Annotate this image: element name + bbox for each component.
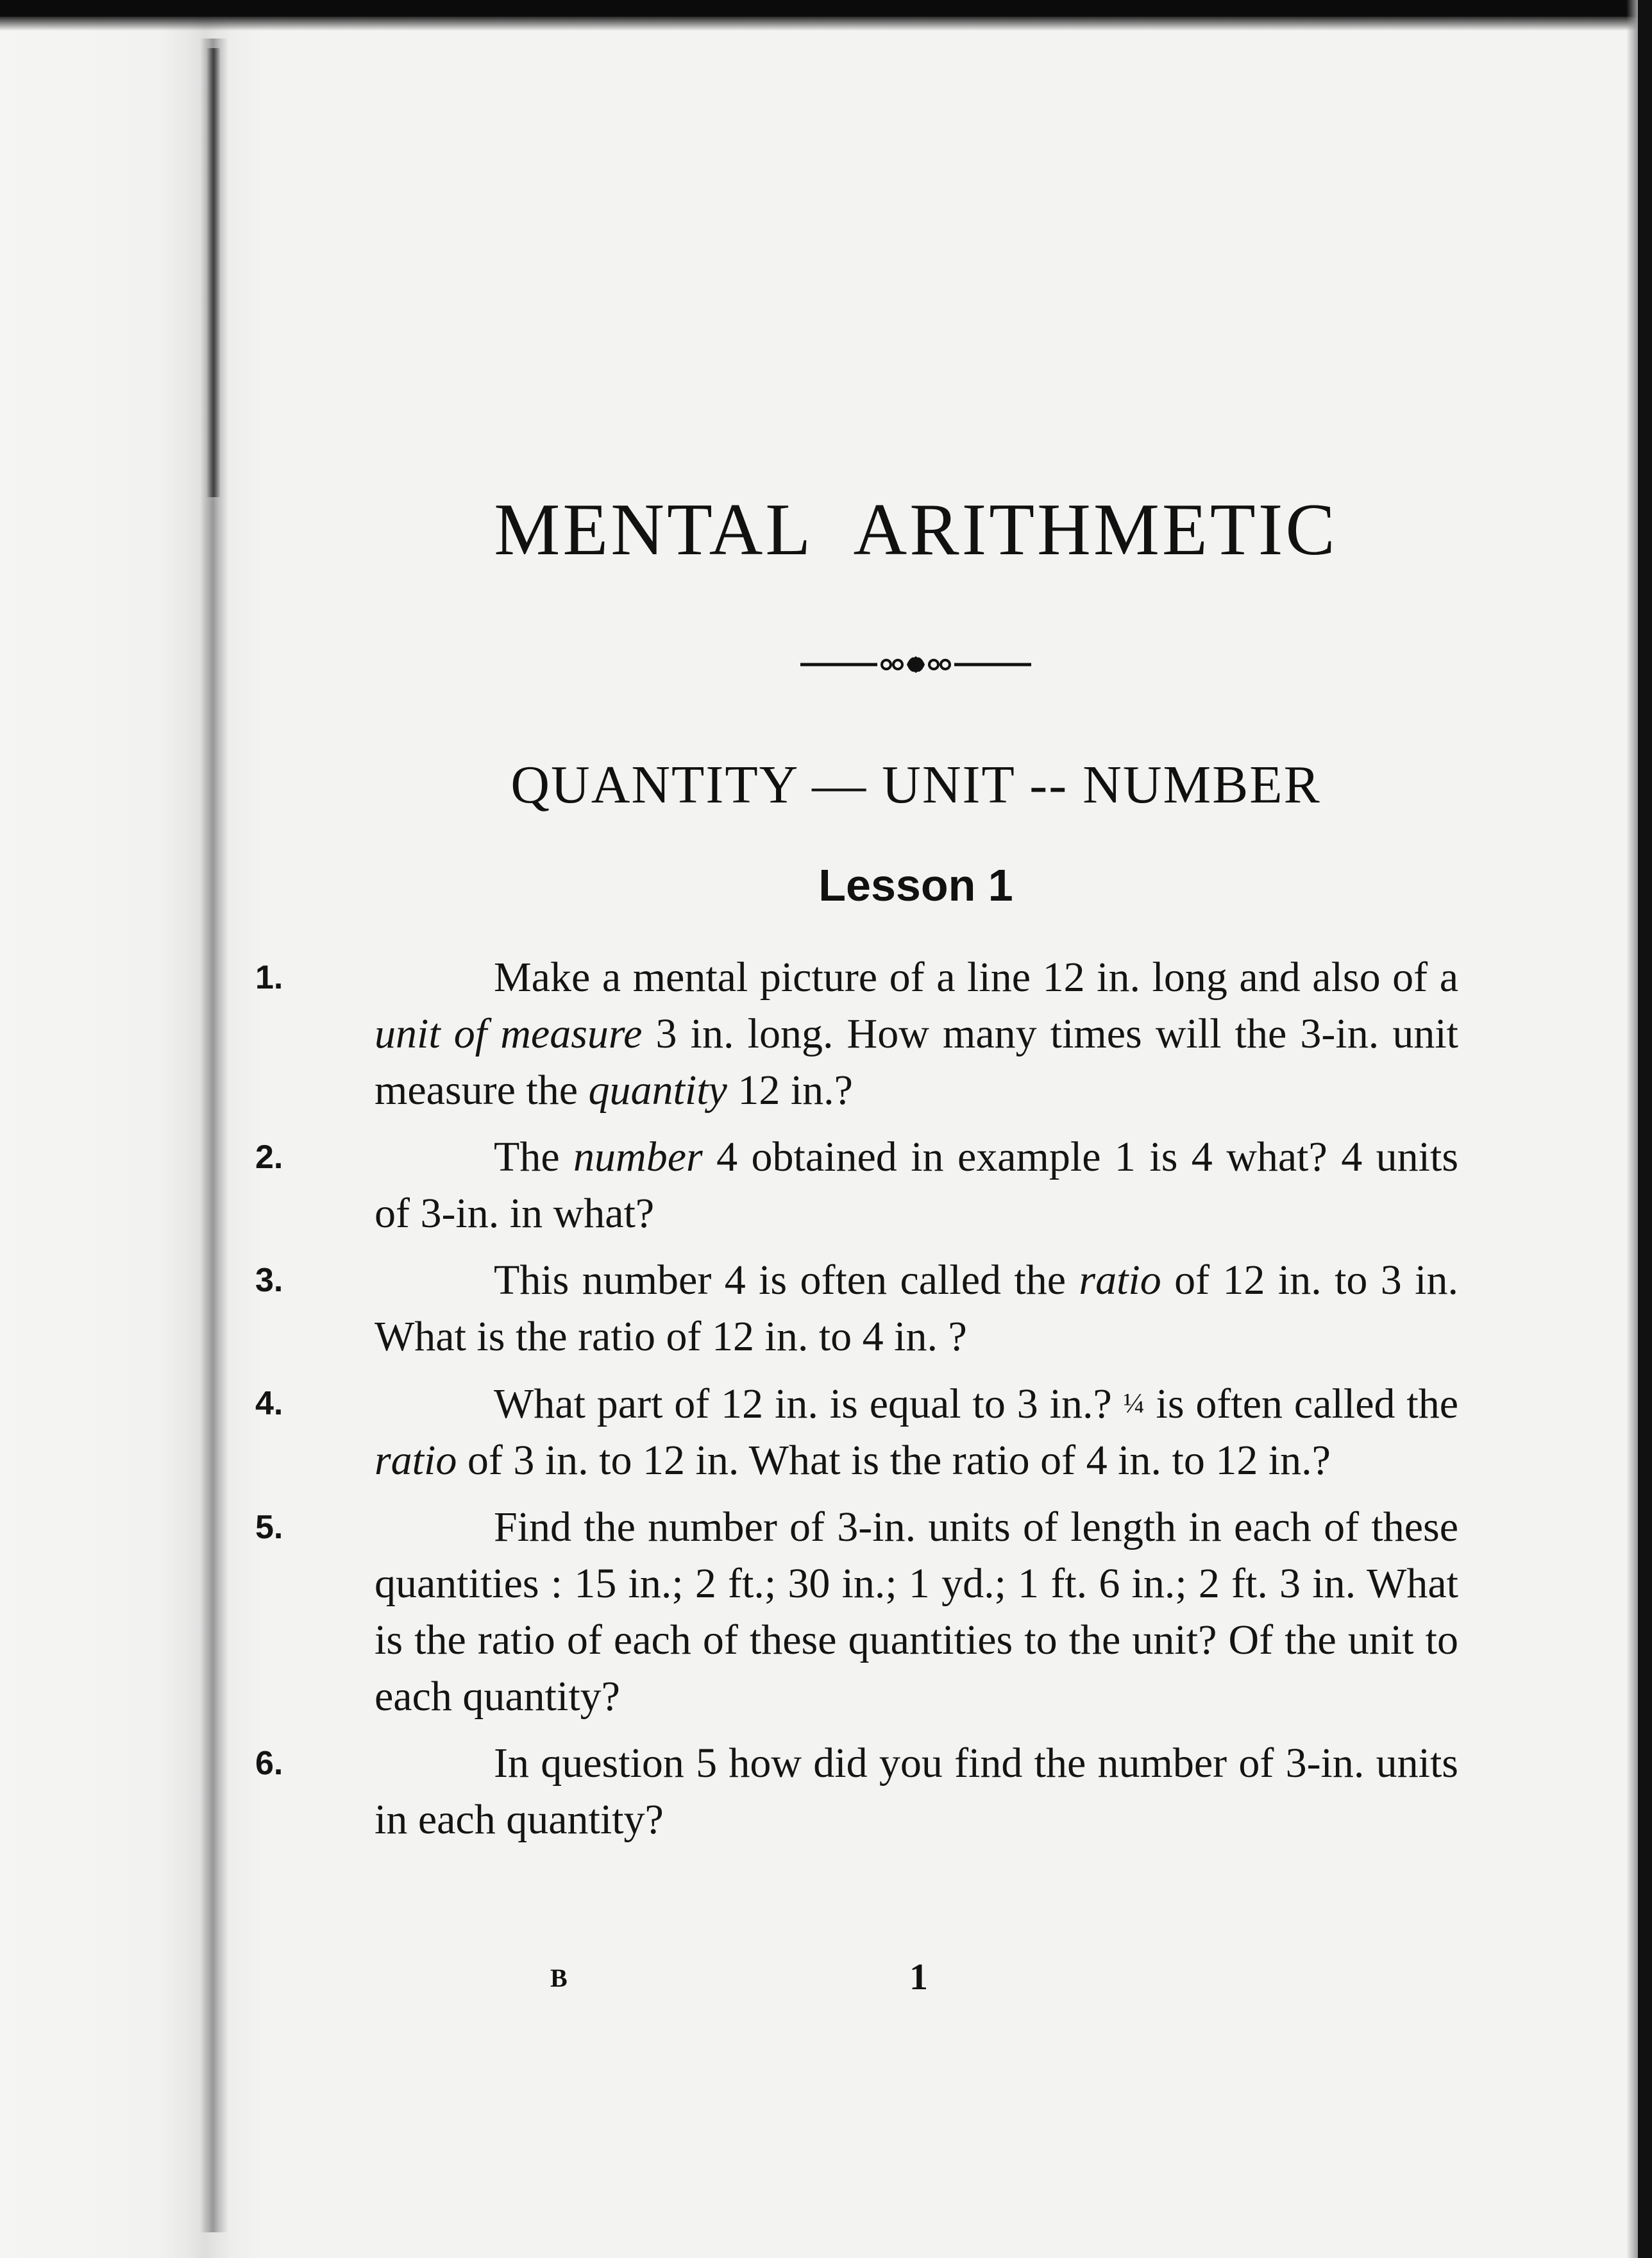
binding-shadow-dark bbox=[206, 48, 221, 497]
ornament-divider bbox=[800, 651, 1031, 678]
page-title: MENTAL ARITHMETIC bbox=[494, 489, 1338, 571]
question-number: 1. bbox=[255, 959, 283, 996]
question-1: 1. Make a mental picture of a line 12 in. long and also of a unit of measure 3 in. long. How many times will the 3-in. unit measure the quantity 12 in.? bbox=[375, 949, 1458, 1119]
scan-right-shadow bbox=[1626, 0, 1638, 2258]
page-number: 1 bbox=[909, 1956, 928, 1998]
emphasis-term: unit of measure bbox=[375, 1010, 643, 1057]
question-list bbox=[255, 949, 1459, 1858]
question-number: 3. bbox=[255, 1262, 283, 1299]
emphasis-term: ratio bbox=[375, 1437, 457, 1484]
section-heading: QUANTITY — UNIT -- NUMBER bbox=[510, 755, 1321, 815]
question-2: 2. The number 4 obtained in example 1 is 4 what? 4 units of 3-in. in what? bbox=[375, 1129, 1458, 1242]
question-number: 2. bbox=[255, 1139, 283, 1176]
emphasis-term: ratio bbox=[1079, 1257, 1161, 1303]
scan-right-edge bbox=[1638, 0, 1652, 2258]
question-3: 3. This number 4 is often called the ratio of 12 in. to 3 in. What is the ratio of 12 in. to 4 in. ? bbox=[375, 1252, 1458, 1365]
emphasis-term: number bbox=[573, 1133, 703, 1180]
question-number: 4. bbox=[255, 1385, 283, 1422]
question-5: 5. Find the number of 3-in. units of length in each of these quantities : 15 in.; 2 ft.; 30 in.; 1 yd.; 1 ft. 6 in.; 2 ft. 3 in. What is the ratio of each of these quantities to the unit? Of the unit to each quantity? bbox=[375, 1499, 1458, 1725]
scan-top-shadow bbox=[0, 17, 1652, 31]
question-4: 4. What part of 12 in. is equal to 3 in.? ¼ is often called the ratio of 3 in. to 12 in. What is the ratio of 4 in. to 12 in.? bbox=[375, 1375, 1458, 1489]
fraction: ¼ bbox=[1123, 1388, 1145, 1419]
lesson-heading: Lesson 1 bbox=[818, 860, 1013, 910]
question-number: 6. bbox=[255, 1745, 283, 1782]
question-number: 5. bbox=[255, 1509, 283, 1546]
signature-mark: B bbox=[550, 1964, 568, 1992]
emphasis-term: quantity bbox=[588, 1067, 727, 1114]
scan-top-edge bbox=[0, 0, 1652, 17]
question-6: 6. In question 5 how did you find the number of 3-in. units in each quantity? bbox=[375, 1735, 1458, 1848]
